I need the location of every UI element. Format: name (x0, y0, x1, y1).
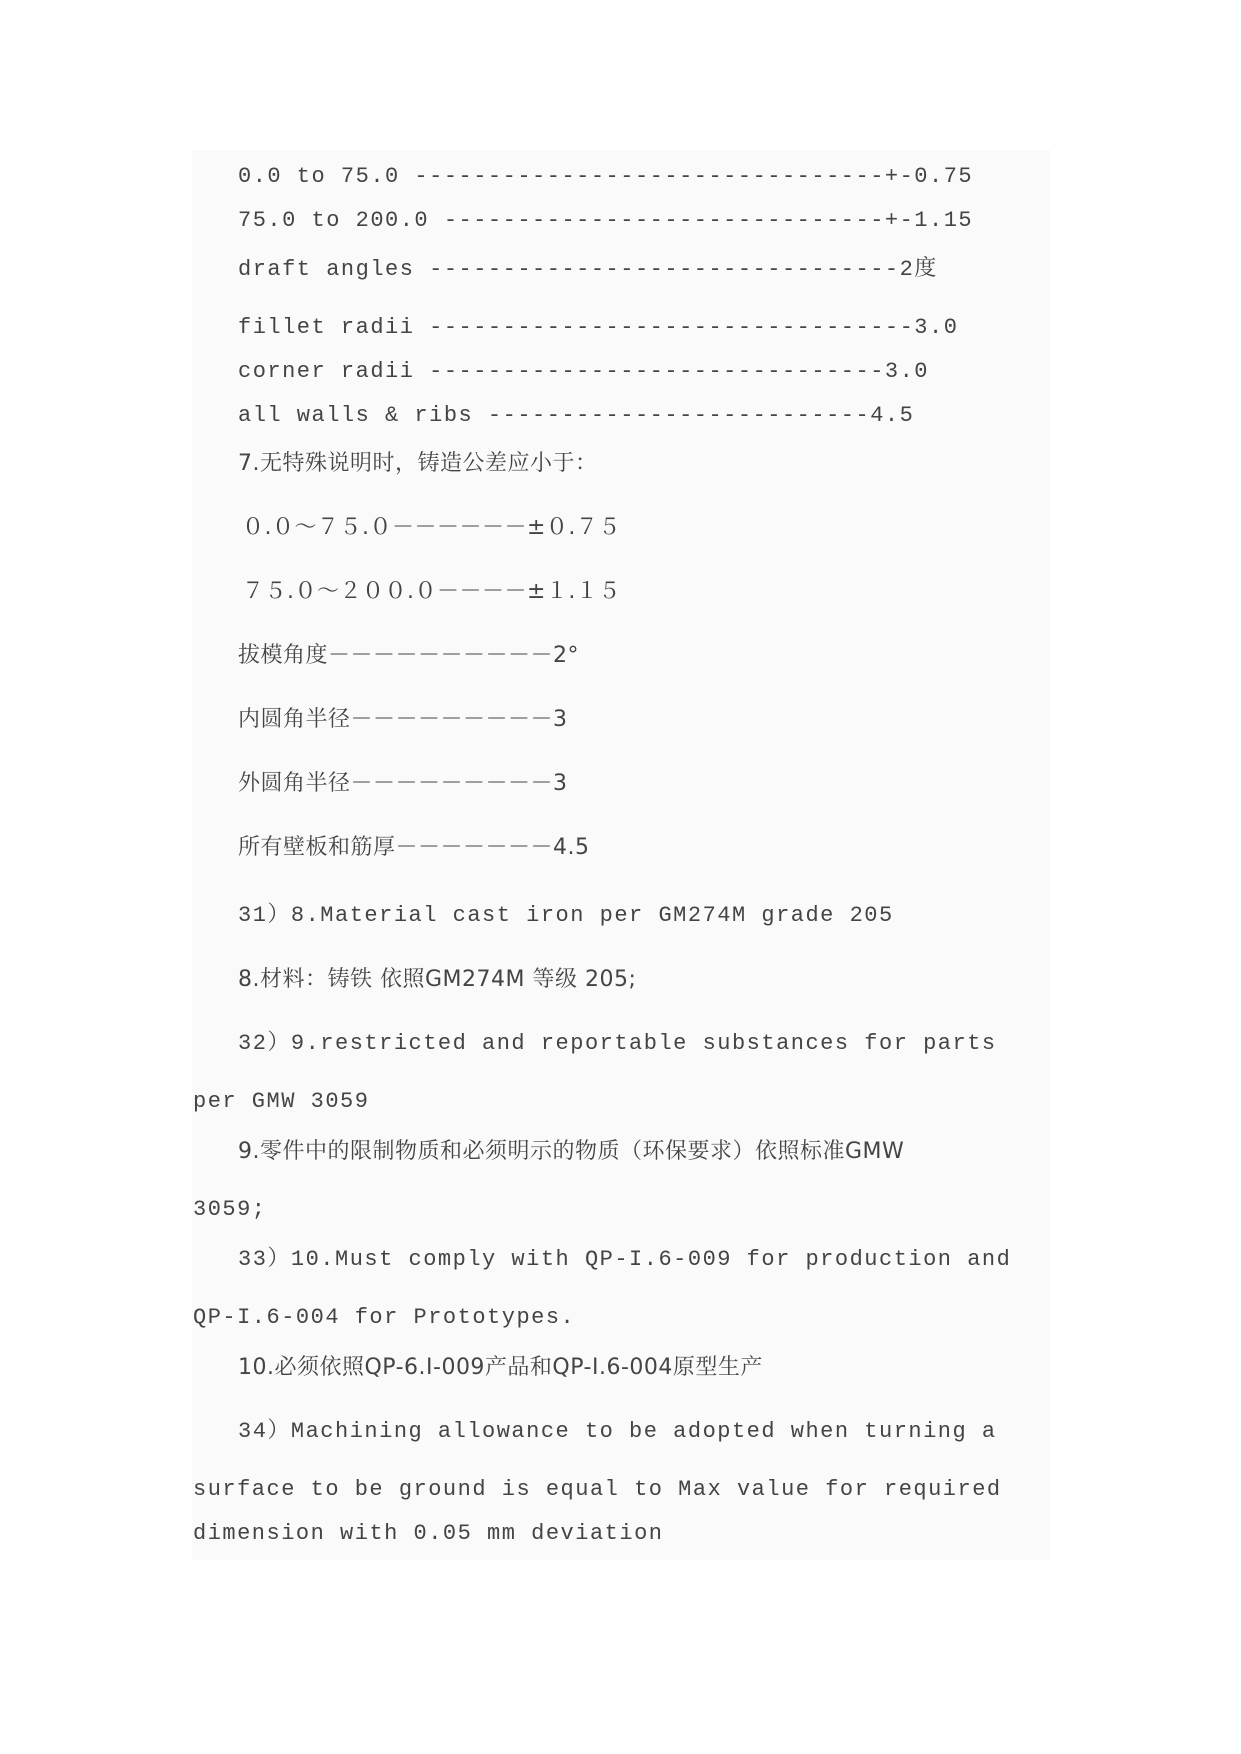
fillet-radii-line-cn: 内圆角半径－－－－－－－－－3 (238, 707, 568, 732)
draft-angles-line-cn: 拔模角度－－－－－－－－－－2° (238, 643, 579, 668)
item-9-substances-cn: 9.零件中的限制物质和必须明示的物质（环保要求）依照标准GMW (238, 1139, 905, 1164)
tolerance-line-0-75-cn: ０.０～７５.０－－－－－－±０.７５ (242, 515, 621, 540)
item-8-material-cn: 8.材料：铸铁 依照GM274M 等级 205; (238, 967, 637, 992)
fillet-radii-line: fillet radii ---------------------------------3.0 (238, 315, 959, 340)
item-34-machining-cont-2: dimension with 0.05 mm deviation (193, 1521, 664, 1546)
walls-ribs-line-cn: 所有壁板和筋厚－－－－－－－4.5 (238, 835, 590, 860)
tolerance-line-75-200: 75.0 to 200.0 ------------------------------+-1.15 (238, 208, 974, 233)
tolerance-line-0-75: 0.0 to 75.0 --------------------------------+-0.75 (238, 164, 974, 189)
item-32-substances-cont: per GMW 3059 (193, 1089, 370, 1114)
item-31-material: 31）8.Material cast iron per GM274M grade 205 (238, 903, 894, 928)
walls-ribs-line: all walls & ribs --------------------------4.5 (238, 403, 915, 428)
item-34-machining: 34）Machining allowance to be adopted when turning a (238, 1419, 997, 1444)
item-33-compliance: 33）10.Must comply with QP-I.6-009 for production and (238, 1247, 1012, 1272)
item-9-substances-cn-cont: 3059; (193, 1197, 267, 1222)
corner-radii-line: corner radii -------------------------------3.0 (238, 359, 930, 384)
tolerance-line-75-200-cn: ７５.０～２００.０－－－－±１.１５ (242, 579, 621, 604)
draft-angles-line: draft angles --------------------------------2度 (238, 257, 938, 282)
item-10-compliance-cn: 10.必须依照QP-6.I-009产品和QP-I.6-004原型生产 (238, 1355, 763, 1380)
item-33-compliance-cont: QP-I.6-004 for Prototypes. (193, 1305, 576, 1330)
item-32-substances: 32）9.restricted and reportable substances for parts (238, 1031, 997, 1056)
corner-radii-line-cn: 外圆角半径－－－－－－－－－3 (238, 771, 568, 796)
item-34-machining-cont-1: surface to be ground is equal to Max value for required (193, 1477, 1002, 1502)
casting-tolerance-heading-cn: 7.无特殊说明时，铸造公差应小于： (238, 451, 598, 476)
